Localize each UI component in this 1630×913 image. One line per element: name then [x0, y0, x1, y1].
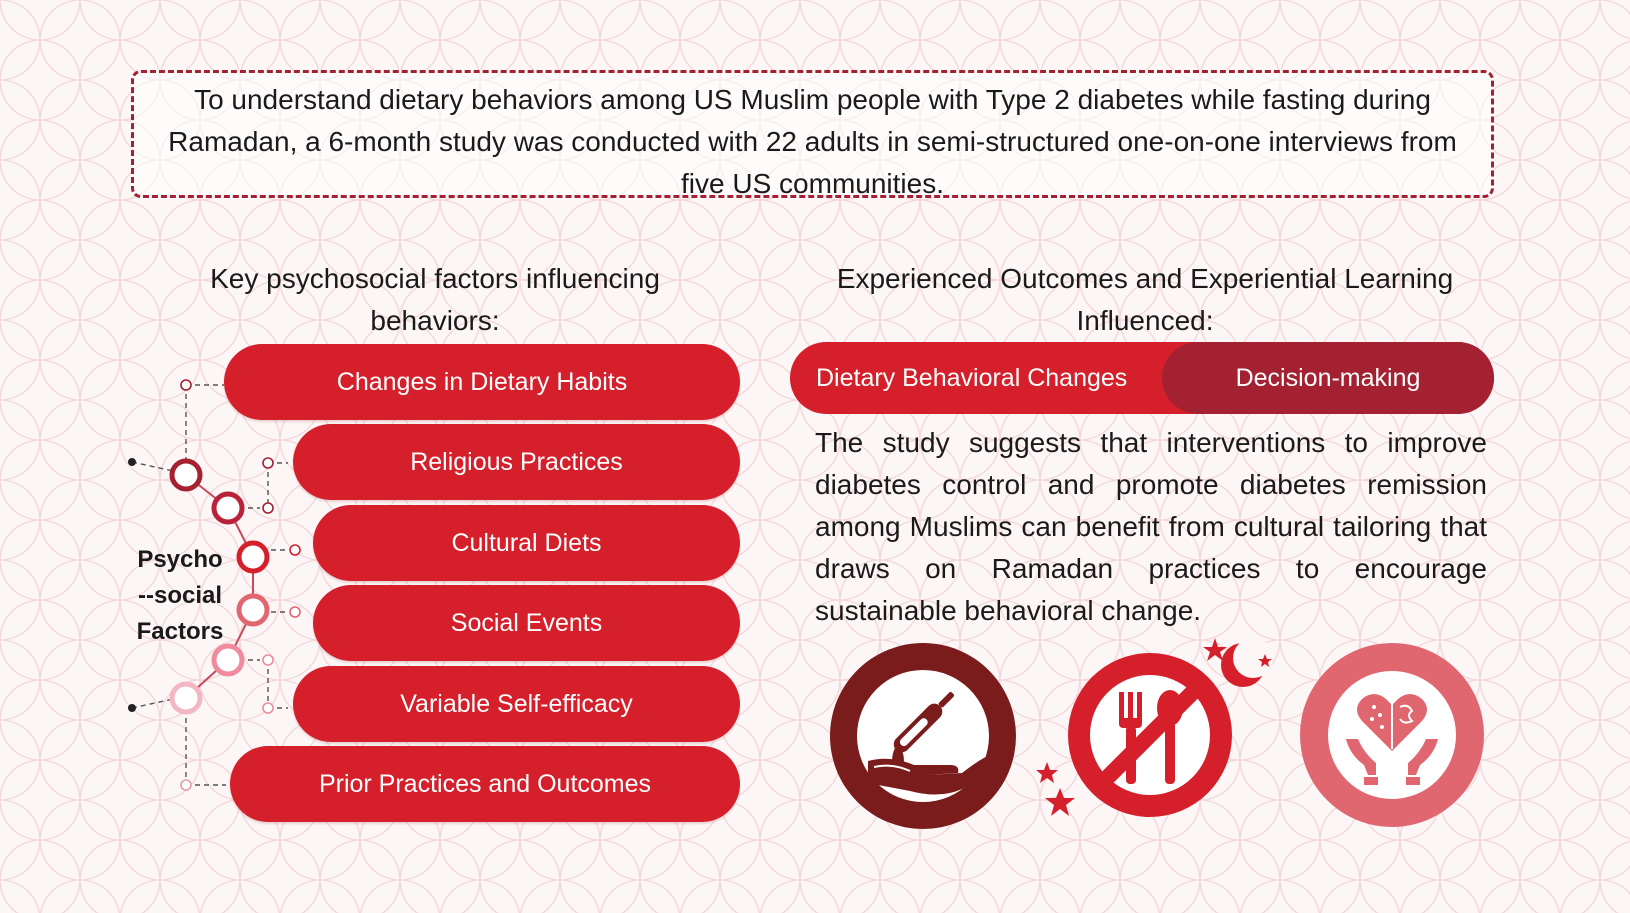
- factor-cultural-diets: Cultural Diets: [313, 505, 740, 581]
- factor-prior-practices-and-outcomes: Prior Practices and Outcomes: [230, 746, 740, 822]
- outcome-tab-decision-making: Decision-making: [1162, 342, 1494, 414]
- conclusion-text: The study suggests that interventions to improve diabetes control and promote diabetes remission among Muslims can benefit from cultural tailoring that draws on Ramadan practices to encourage sustainable behavioral change.: [815, 427, 1487, 626]
- factor-variable-self-efficacy: Variable Self-efficacy: [293, 666, 740, 742]
- psychosocial-factors-label: Psycho --social Factors: [136, 546, 224, 645]
- outcome-tabs: [790, 342, 1494, 414]
- left-heading: Key psychosocial factors influencing behaviors:: [210, 263, 660, 336]
- heart-brain-hands-icon: [1300, 643, 1484, 827]
- no-eating-ramadan-icon: [1035, 630, 1275, 830]
- outcome-tab-dietary-behavioral-changes: Dietary Behavioral Changes: [790, 342, 1494, 414]
- intro-text: To understand dietary behaviors among US Muslim people with Type 2 diabetes while fasting during Ramadan, a 6-month study was conducted with 22 adults in semi-structured one-on-one interviews from five US communities.: [168, 84, 1457, 199]
- factor-changes-in-dietary-habits: Changes in Dietary Habits: [224, 344, 740, 420]
- right-heading: Experienced Outcomes and Experiential Learning Influenced:: [836, 263, 1454, 336]
- intro-box: [131, 70, 1494, 198]
- glucose-meter-hand-icon: [830, 643, 1016, 829]
- factor-religious-practices: Religious Practices: [293, 424, 740, 500]
- factor-social-events: Social Events: [313, 585, 740, 661]
